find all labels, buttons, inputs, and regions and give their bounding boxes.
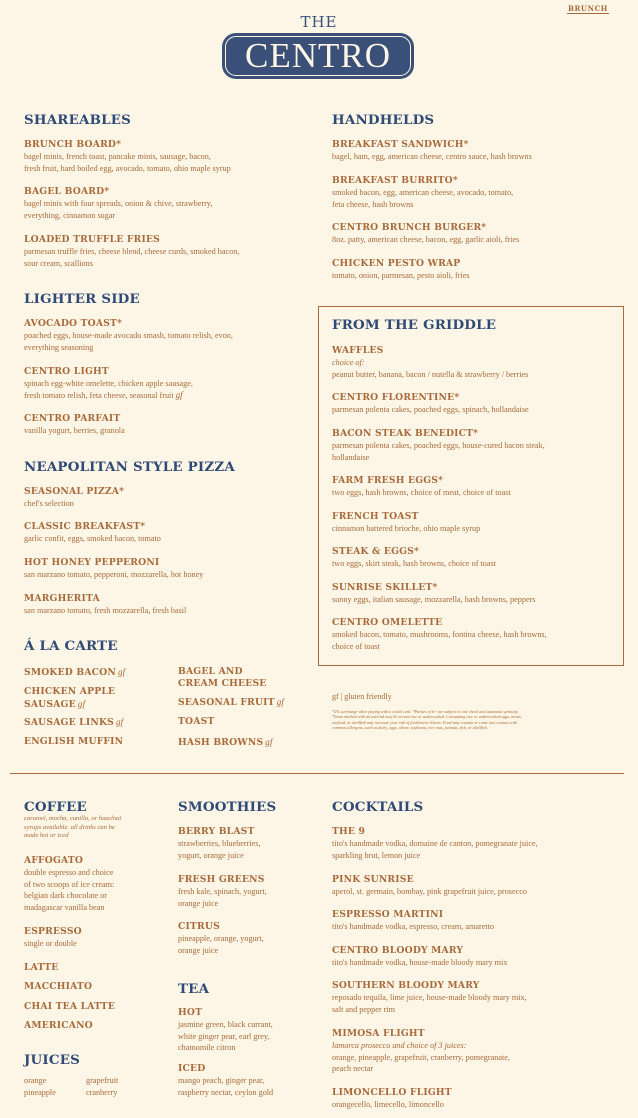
section-title-cocktails: COCKTAILS <box>332 799 424 815</box>
menu-item <box>24 686 115 711</box>
item-desc: parmesan truffle fries, cheese blend, cheese curds, smoked bacon, <box>24 247 240 256</box>
item-name: MARGHERITA <box>24 593 100 604</box>
item-name: WAFFLES <box>332 345 384 356</box>
fine-print-line: common allergens, such as dairy, eggs, wheat, soybeans, tree nuts, peanuts, fish, or shellfish. <box>332 725 488 731</box>
coffee-note-line: caramel, mocha, vanilla, or hazelnut <box>24 815 122 822</box>
item-desc: poached eggs, house-made avocado smash, tomato relish, evoo, <box>24 331 233 340</box>
item-name <box>24 716 123 729</box>
menu-item <box>24 736 123 748</box>
item-desc: pineapple, orange, yogurt, <box>178 934 264 943</box>
section-title-tea: TEA <box>178 981 210 997</box>
item-desc: orangecello, limecello, limoncello <box>332 1100 444 1109</box>
menu-item <box>332 546 496 570</box>
logo-the: THE <box>300 13 338 31</box>
menu-item <box>332 945 507 969</box>
item-desc: chef's selection <box>24 499 74 508</box>
item-name: CITRUS <box>178 921 220 932</box>
section-title-a-la-carte: Á LA CARTE <box>24 638 118 654</box>
item-desc: sunny eggs, italian sausage, mozzarella, hash browns, peppers <box>332 595 536 604</box>
item-desc: sour cream, scallions <box>24 258 93 268</box>
gf-marker: gf <box>117 667 126 677</box>
item-name: HOT <box>178 1007 203 1018</box>
juice-item: orange <box>24 1076 47 1085</box>
item-name: BAGEL AND <box>178 666 243 677</box>
item-name: BREAKFAST BURRITO* <box>332 175 458 186</box>
item-name: CHICKEN PESTO WRAP <box>332 258 461 269</box>
item-name: THE 9 <box>332 826 366 837</box>
item-note: lamarca prosecco and choice of 3 juices: <box>332 1041 467 1050</box>
fine-print-line: seafood, or shellfish may increase your risk of food-borne illness. Food may contain or come into contact with <box>332 719 518 725</box>
menu-item <box>178 921 264 956</box>
item-desc: garlic confit, eggs, smoked bacon, tomato <box>24 534 161 543</box>
item-desc: everything seasoning <box>24 342 94 352</box>
menu-item <box>332 139 532 163</box>
item-name: AVOCADO TOAST* <box>24 318 123 329</box>
menu-item <box>332 428 545 463</box>
item-desc <box>24 390 193 402</box>
item-name: CENTRO FLORENTINE* <box>332 392 460 403</box>
gf-marker: gf <box>276 697 285 707</box>
section-title-lighter-side: LIGHTER SIDE <box>24 291 140 307</box>
item-desc: choice of toast <box>332 641 380 651</box>
item-desc: smoked bacon, tomato, mushrooms, fontina cheese, hash browns, <box>332 630 547 639</box>
item-desc: fresh fruit, hard boiled egg, avocado, tomato, ohio maple syrup <box>24 163 231 173</box>
menu-item <box>178 716 214 728</box>
menu-item <box>332 175 513 210</box>
item-desc: parmesan polenta cakes, poached eggs, spinach, hollandaise <box>332 405 529 414</box>
item-desc: reposado tequila, lime juice, house-made bloody mary mix, <box>332 993 527 1002</box>
item-desc-text: fresh tomato relish, feta cheese, seasonal fruit <box>24 390 174 400</box>
menu-item <box>332 874 527 898</box>
item-name-text: HASH BROWNS <box>178 737 264 748</box>
item-name: CLASSIC BREAKFAST* <box>24 521 146 532</box>
menu-item <box>24 521 161 545</box>
juice-column <box>24 1075 56 1098</box>
item-desc: sparkling brut, lemon juice <box>332 850 421 860</box>
item-name: TOAST <box>178 716 215 727</box>
menu-item <box>332 258 470 282</box>
item-desc: cinnamon battered brioche, ohio maple syrup <box>332 524 481 533</box>
logo <box>222 33 414 79</box>
section-title-coffee: COFFEE <box>24 799 87 815</box>
item-desc: double espresso and choice <box>24 868 114 877</box>
item-name: CENTRO PARFAIT <box>24 413 121 424</box>
item-name: ENGLISH MUFFIN <box>24 736 124 747</box>
menu-item <box>24 318 233 353</box>
section-title-shareables: SHAREABLES <box>24 112 132 128</box>
coffee-note-line: made hot or iced <box>24 832 69 839</box>
item-desc: san marzano tomato, pepperoni, mozzarella, hot honey <box>24 570 204 579</box>
item-name: CHAI TEA LATTE <box>24 1001 116 1012</box>
item-desc: belgian dark chocolate or <box>24 891 107 900</box>
item-name: STEAK & EGGS* <box>332 546 420 557</box>
item-desc: single or double <box>24 939 77 948</box>
item-name: MIMOSA FLIGHT <box>332 1028 425 1039</box>
fine-print-line: *2% surcharge when paying with a credit card. *Parties of 6+ are subject to one check and automatic gratuity. <box>332 709 519 714</box>
item-name: CREAM CHEESE <box>178 678 267 689</box>
item-desc: everything, cinnamon sugar <box>24 210 116 220</box>
juice-item: pineapple <box>24 1087 56 1097</box>
item-desc: tito's handmade vodka, domaine de canton, pomegranate juice, <box>332 839 538 848</box>
coffee-note <box>24 815 121 841</box>
item-name <box>24 666 125 679</box>
menu-item <box>24 413 125 437</box>
item-name: CENTRO BRUNCH BURGER* <box>332 222 487 233</box>
item-desc: orange juice <box>178 898 219 908</box>
item-name: SUNRISE SKILLET* <box>332 582 438 593</box>
menu-item <box>178 736 273 749</box>
menu-item <box>24 139 231 174</box>
menu-item <box>24 666 125 679</box>
item-desc: of two scoops of ice cream: <box>24 879 115 889</box>
item-desc: mango peach, ginger pear, <box>178 1076 265 1085</box>
item-desc: fresh kale, spinach, yogurt, <box>178 887 267 896</box>
item-name: MACCHIATO <box>24 981 93 992</box>
item-desc: peach nectar <box>332 1064 374 1073</box>
item-desc: vanilla yogurt, berries, granola <box>24 426 125 435</box>
menu-item <box>24 486 124 510</box>
item-name: LOADED TRUFFLE FRIES <box>24 234 161 245</box>
item-desc: bagel, ham, egg, american cheese, centro sauce, hash browns <box>332 152 532 161</box>
menu-item <box>332 582 536 606</box>
item-desc: chamomile citron <box>178 1043 236 1052</box>
menu-item <box>178 666 266 690</box>
item-desc: 8oz. patty, american cheese, bacon, egg, garlic aioli, fries <box>332 235 520 244</box>
item-desc: jasmine green, black currant, <box>178 1020 273 1029</box>
juice-column <box>86 1075 118 1098</box>
section-title-pizza: NEAPOLITAN STYLE PIZZA <box>24 459 235 475</box>
item-name-text: SEASONAL FRUIT <box>178 697 275 708</box>
item-name: SOUTHERN BLOODY MARY <box>332 980 480 991</box>
item-name: FARM FRESH EGGS* <box>332 475 444 486</box>
item-name: SEASONAL PIZZA* <box>24 486 125 497</box>
item-name <box>178 696 284 709</box>
item-desc: bagel minis with four spreads, onion & chive, strawberry, <box>24 199 213 208</box>
menu-item <box>332 222 519 246</box>
gf-marker: gf <box>265 737 273 747</box>
menu-item <box>24 593 186 617</box>
menu-item <box>178 874 267 909</box>
item-desc: strawberries, blueberries, <box>178 839 261 848</box>
menu-item <box>24 716 123 729</box>
menu-item <box>24 1020 93 1032</box>
menu-item <box>178 1007 273 1054</box>
menu-item <box>332 826 538 861</box>
item-name: BREAKFAST SANDWICH* <box>332 139 469 150</box>
item-name: LATTE <box>24 962 59 973</box>
item-desc: madagascar vanilla bean <box>24 902 105 912</box>
item-name: CENTRO OMELETTE <box>332 617 443 628</box>
gf-legend: gf | gluten friendly <box>332 692 392 701</box>
item-desc: peanut butter, banana, bacon / nutella & strawberry / berries <box>332 369 529 379</box>
item-name: AFFOGATO <box>24 855 84 866</box>
menu-item <box>24 557 203 581</box>
item-name-text: SAUSAGE LINKS <box>24 717 114 728</box>
juice-item: grapefruit <box>86 1076 119 1085</box>
item-name: BRUNCH BOARD* <box>24 139 122 150</box>
item-desc: parmesan polenta cakes, poached eggs, house-cured bacon steak, <box>332 441 545 450</box>
menu-item <box>24 1001 115 1013</box>
item-name-text: SAUSAGE <box>24 699 76 710</box>
item-desc: salt and pepper rim <box>332 1004 395 1014</box>
item-desc: tito's handmade vodka, house-made bloody mary mix <box>332 958 508 967</box>
logo-name: CENTRO <box>245 36 391 75</box>
menu-item <box>178 696 284 709</box>
item-name: ESPRESSO <box>24 926 82 937</box>
item-name: FRENCH TOAST <box>332 511 419 522</box>
section-title-smoothies: SMOOTHIES <box>178 799 277 815</box>
menu-item <box>332 511 480 535</box>
item-name: CHICKEN APPLE <box>24 686 116 697</box>
item-name: HOT HONEY PEPPERONI <box>24 557 160 568</box>
item-name: BACON STEAK BENEDICT* <box>332 428 479 439</box>
menu-item <box>178 826 261 861</box>
menu-item <box>332 345 528 380</box>
menu-item <box>332 909 494 933</box>
menu-item <box>24 981 92 993</box>
juice-item: cranberry <box>86 1087 118 1097</box>
menu-item <box>24 366 193 401</box>
menu-item <box>24 962 58 974</box>
section-title-griddle: FROM THE GRIDDLE <box>332 317 497 333</box>
item-desc: san marzano tomato, fresh mozzarella, fresh basil <box>24 606 187 615</box>
item-name: LIMONCELLO FLIGHT <box>332 1087 452 1098</box>
item-name <box>24 698 115 711</box>
item-name <box>178 736 273 749</box>
menu-item <box>332 392 529 416</box>
item-desc: two eggs, hash browns, choice of meat, choice of toast <box>332 488 511 497</box>
menu-item <box>24 926 82 950</box>
item-name: BERRY BLAST <box>178 826 255 837</box>
item-name: PINK SUNRISE <box>332 874 414 885</box>
menu-item <box>24 855 114 913</box>
item-desc: smoked bacon, egg, american cheese, avocado, tomato, <box>332 188 514 197</box>
gf-marker: gf <box>77 699 86 709</box>
item-desc: feta cheese, hash browns <box>332 199 414 209</box>
menu-item <box>24 234 239 269</box>
item-desc: orange juice <box>178 945 219 955</box>
section-title-juices: JUICES <box>24 1052 81 1068</box>
menu-item <box>332 980 527 1015</box>
menu-item <box>332 1087 452 1111</box>
item-desc: tomato, onion, parmesan, pesto aioli, fries <box>332 271 470 280</box>
section-divider <box>10 773 624 774</box>
gf-marker: gf <box>115 717 124 727</box>
item-name-text: SMOKED BACON <box>24 667 116 678</box>
item-desc: two eggs, skirt steak, hash browns, choice of toast <box>332 559 496 568</box>
fine-print <box>332 709 622 731</box>
item-desc: raspberry nectar, ceylon gold <box>178 1087 274 1097</box>
gf-marker: gf <box>175 389 183 400</box>
menu-item <box>332 617 547 652</box>
menu-item <box>24 186 212 221</box>
item-note: choice of: <box>332 358 365 367</box>
item-desc: spinach egg-white omelette, chicken apple sausage, <box>24 379 193 388</box>
item-desc: hollandaise <box>332 452 370 462</box>
menu-item <box>178 1063 273 1098</box>
item-name: AMERICANO <box>24 1020 93 1031</box>
item-name: FRESH GREENS <box>178 874 265 885</box>
section-title-handhelds: HANDHELDS <box>332 112 435 128</box>
fine-print-line: *Items marked with an asterisk may be served raw or undercooked. Consuming raw or undercooked eggs, meats, <box>332 714 522 720</box>
item-name: CENTRO BLOODY MARY <box>332 945 464 956</box>
item-desc: bagel minis, french toast, pancake minis, sausage, bacon, <box>24 152 211 161</box>
menu-item <box>332 1028 510 1075</box>
item-desc: yogurt, orange juice <box>178 850 244 860</box>
item-name: BAGEL BOARD* <box>24 186 110 197</box>
item-name: ICED <box>178 1063 206 1074</box>
item-desc: aperol, st. germain, bombay, pink grapefruit juice, prosecco <box>332 887 527 896</box>
item-desc: white ginger pear, earl grey, <box>178 1031 270 1041</box>
item-name: CENTRO LIGHT <box>24 366 109 377</box>
menu-tag-brunch: BRUNCH <box>567 4 608 13</box>
menu-item <box>332 475 511 499</box>
coffee-note-line: syrups available. all drinks can be <box>24 823 115 831</box>
item-desc: orange, pineapple, grapefruit, cranberry, pomegranate, <box>332 1052 510 1062</box>
item-desc: tito's handmade vodka, espresso, cream, amaretto <box>332 922 494 931</box>
item-name: ESPRESSO MARTINI <box>332 909 444 920</box>
